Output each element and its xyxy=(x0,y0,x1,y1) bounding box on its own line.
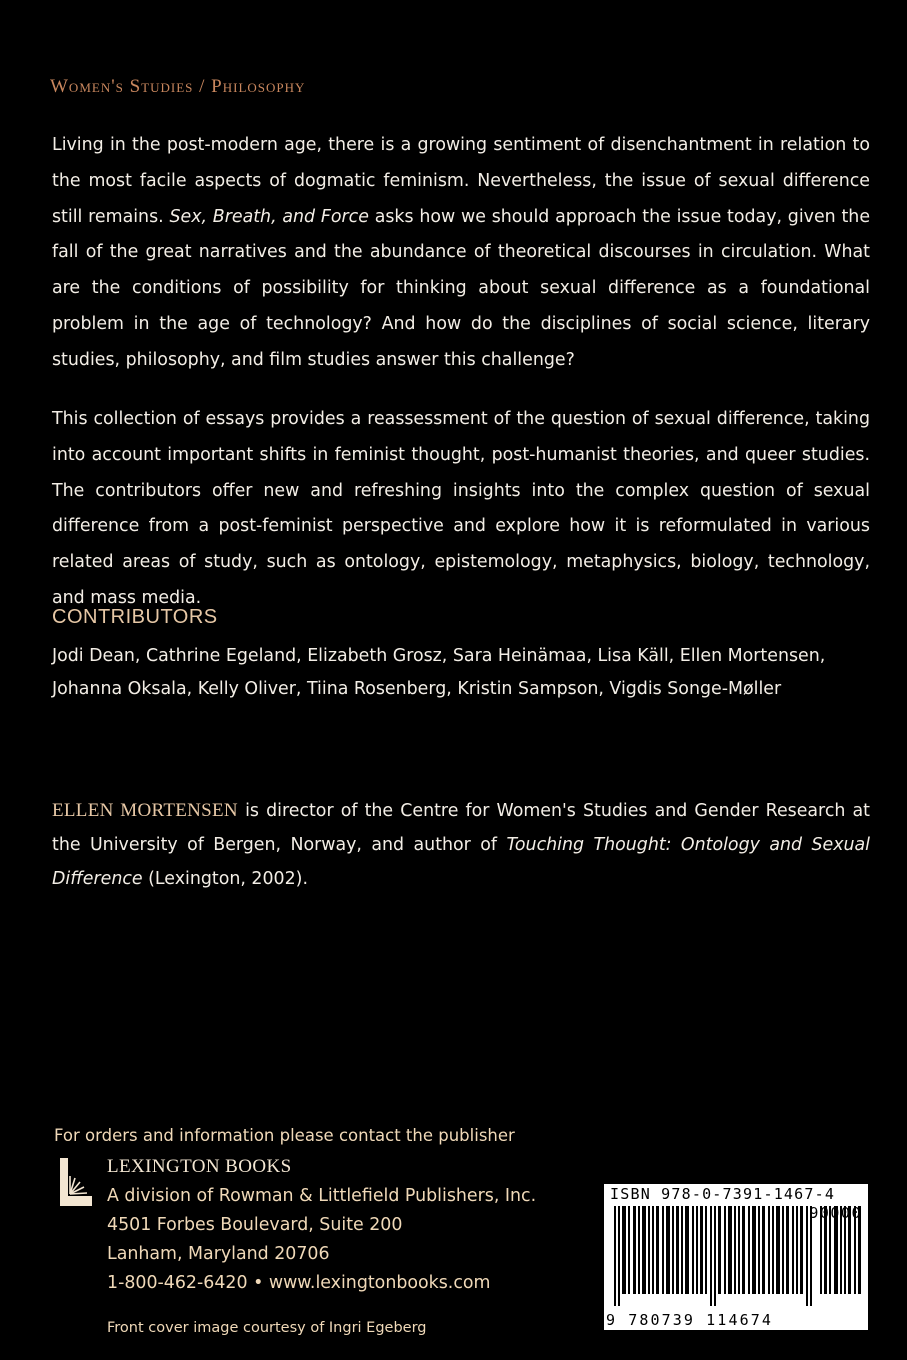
description-text: Living in the post-modern age, there is a growing sentiment of disenchantment in relation to the most facile aspects of dogmatic feminism. Nevertheless, the issue of sexual difference still remains. xyxy=(52,135,870,227)
isbn-label: ISBN 978-0-7391-1467-4 xyxy=(610,1185,836,1203)
contributors-heading: CONTRIBUTORS xyxy=(52,606,218,628)
contributors-list: Jodi Dean, Cathrine Egeland, Elizabeth Grosz, Sara Heinämaa, Lisa Käll, Ellen Mortensen, Johanna Oksala, Kelly Oliver, Tiina Rosenberg, Kristin Sampson, Vigdis Songe-Møller xyxy=(52,646,826,699)
book-title: Sex, Breath, and Force xyxy=(169,206,369,227)
publisher-logo-icon xyxy=(56,1156,96,1208)
description-paragraph-2: This collection of essays provides a reassessment of the question of sexual difference, taking into account important shifts in feminist thought, post-humanist theories, and queer studies. The contributors offer new and refreshing insights into the complex question of sexual difference from a post-feminist perspective and explore how it is reformulated in various related areas of study, such as ontology, epistemology, metaphysics, biology, technology, and mass media. xyxy=(52,409,870,608)
publisher-contact: 1-800-462-6420 • www.lexingtonbooks.com xyxy=(107,1273,491,1293)
category-label: Women's Studies / Philosophy xyxy=(50,76,306,97)
isbn-digits: 9 780739 114674 xyxy=(606,1311,773,1329)
barcode xyxy=(604,1184,868,1330)
barcode-bars-icon xyxy=(608,1206,864,1308)
author-book-title: Touching Thought: Ontology and Sexual Difference xyxy=(52,835,870,889)
author-bio xyxy=(52,794,870,896)
publisher-address-line-1: 4501 Forbes Boulevard, Suite 200 xyxy=(107,1215,403,1235)
cover-image-credit: Front cover image courtesy of Ingri Egeberg xyxy=(107,1320,427,1336)
author-name: ELLEN MORTENSEN xyxy=(52,800,238,821)
author-bio-text: (Lexington, 2002). xyxy=(142,869,308,889)
publisher-name: LEXINGTON BOOKS xyxy=(107,1156,292,1177)
orders-note: For orders and information please contact the publisher xyxy=(54,1126,515,1145)
description-paragraph-1 xyxy=(52,128,870,379)
author-bio-text: is director of the Centre for Women's Studies and Gender Research at the University of Bergen, Norway, and author of xyxy=(52,801,870,855)
publisher-address-line-2: Lanham, Maryland 20706 xyxy=(107,1244,330,1264)
publisher-division: A division of Rowman & Littlefield Publishers, Inc. xyxy=(107,1186,537,1206)
description-text: asks how we should approach the issue today, given the fall of the great narratives and the abundance of theoretical discourses in circulation. What are the conditions of possibility for thinking about sexual difference as a foundational problem in the age of technology? And how do the disciplines of social science, literary studies, philosophy, and film studies answer this challenge? xyxy=(52,206,871,370)
